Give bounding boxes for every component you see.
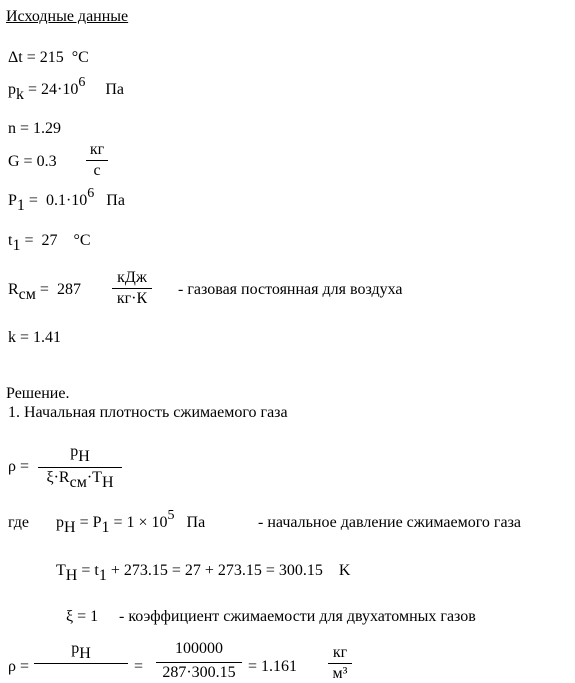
- n-line: n = 1.29: [8, 120, 62, 137]
- rho-result-fraction-1: pH: [34, 640, 128, 683]
- ph-comment: - начальное давление сжимаемого газа: [258, 514, 521, 531]
- pk-line: pk = 24·106 Па: [8, 75, 125, 103]
- g-unit-fraction: кг с: [86, 141, 108, 180]
- given-heading: Исходные данные: [6, 8, 129, 25]
- t1-line: t1 = 27 °C: [8, 232, 91, 254]
- rho-result-row: [0, 636, 575, 682]
- rho-formula-lhs: ρ =: [8, 458, 30, 475]
- p1-line: P1 = 0.1·106 Па: [8, 186, 125, 214]
- rho-result-fraction-2: 100000 287·300.15: [156, 640, 242, 682]
- ph-line: pH = P1 = 1 × 105 Па: [56, 508, 206, 536]
- xi-comment: - коэффициент сжимаемости для двухатомных газов: [119, 608, 476, 625]
- where-label: где: [8, 514, 30, 531]
- th-line: TH = t1 + 273.15 = 27 + 273.15 = 300.15 K: [56, 562, 351, 584]
- rho-result-lhs: ρ =: [8, 658, 30, 675]
- rcm-comment: - газовая постоянная для воздуха: [178, 281, 403, 298]
- k-line: k = 1.41: [8, 329, 62, 346]
- xi-line: ξ = 1: [66, 608, 99, 625]
- rcm-line: Rсм = 287: [8, 281, 81, 303]
- rcm-unit-fraction: кДж кг·К: [112, 269, 152, 308]
- rho-result-unit-fraction: кг м³: [328, 644, 352, 683]
- solution-heading: Решение.: [6, 385, 70, 402]
- delta-t-line: Δt = 215 °C: [8, 49, 89, 66]
- rho-formula-fraction: pH ξ·Rсм·TH: [38, 443, 122, 487]
- g-line: G = 0.3: [8, 153, 57, 170]
- step-1-title: 1. Начальная плотность сжимаемого газа: [8, 404, 288, 421]
- rho-result-value: = 1.161: [248, 658, 298, 675]
- rho-result-eq: =: [134, 658, 144, 675]
